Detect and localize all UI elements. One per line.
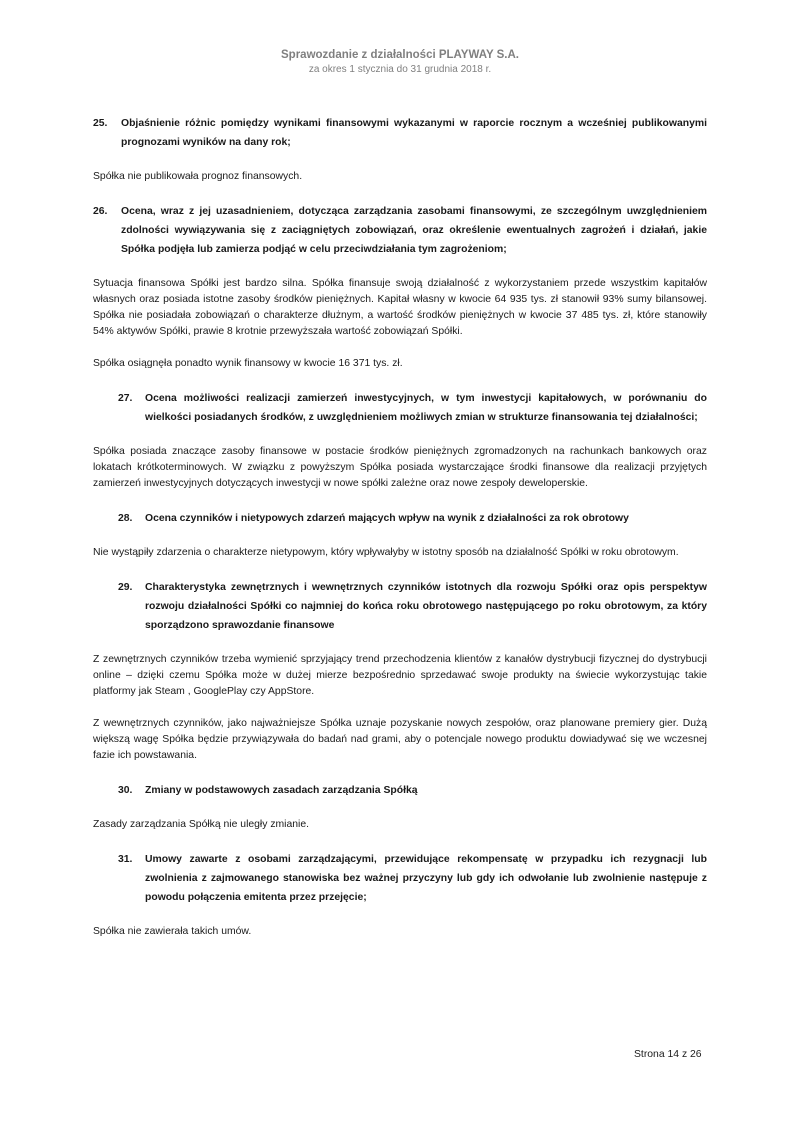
section-number: 26.	[93, 206, 108, 217]
section-28-heading	[93, 509, 707, 528]
section-28-paragraph-1: Nie wystąpiły zdarzenia o charakterze nietypowym, który wpływałyby w istotny sposób na działalność Spółki w roku obrotowym.	[93, 547, 679, 558]
report-period: za okres 1 stycznia do 31 grudnia 2018 r.	[308, 64, 492, 75]
section-number: 29.	[118, 582, 133, 593]
section-26-paragraph-1: Sytuacja finansowa Spółki jest bardzo silna. Spółka finansuje swoją działalność z wykorzystaniem przede wszystkim kapitałów własnych oraz posiada istotne zasoby środków pieniężnych. Kapitał własny w kwocie 64 935 tys. zł stanowił 93% sumy bilansowej. Spółka nie posiadała zobowiązań o charakterze dłużnym, a wartość środków pieniężnych w kwocie 37 485 tys. zł, które stanowiły 54% aktywów Spółki, prawie 8 krotnie przewyższała wartość zobowiązań Spółki.	[93, 278, 707, 337]
section-29-paragraph-1: Z zewnętrznych czynników trzeba wymienić sprzyjający trend przechodzenia klientów z kanałów dystrybucji fizycznej do dystrybucji online – dzięki czemu Spółka może w dużej mierze bezpośrednio sprzedawać swoje produkty na świecie wykorzystując takie platformy jak Steam , GooglePlay czy AppStore.	[93, 654, 707, 697]
section-25-heading	[93, 114, 707, 152]
section-number: 28.	[118, 513, 133, 524]
section-31-heading	[93, 850, 707, 907]
report-title: Sprawozdanie z działalności PLAYWAY S.A.	[281, 49, 519, 61]
document-body	[93, 114, 707, 940]
section-29-paragraph-2: Z wewnętrznych czynników, jako najważniejsze Spółka uznaje pozyskanie nowych zespołów, oraz planowane premiery gier. Dużą większą wagę Spółka będzie przywiązywała do badań nad grami, aby o potencjale nowego produktu dowiadywać się we wczesnej fazie ich powstawania.	[93, 718, 707, 761]
section-27-paragraph-1: Spółka posiada znaczące zasoby finansowe w postacie środków pieniężnych zgromadzonych na rachunkach bankowych oraz lokatach krótkoterminowych. W związku z powyższym Spółka posiada wystarczające środki finansowe dla realizacji przyjętych zamierzeń inwestycyjnych dotyczących inwestycji w nowe spółki zależne oraz nowe zespoły deweloperskie.	[93, 446, 707, 489]
section-27-heading	[93, 389, 707, 427]
section-26-heading	[93, 202, 707, 259]
page-header	[0, 47, 800, 77]
section-number: 25.	[93, 118, 108, 129]
section-title: Ocena czynników i nietypowych zdarzeń mających wpływ na wynik z działalności za rok obrotowy	[145, 513, 629, 524]
section-title: Charakterystyka zewnętrznych i wewnętrznych czynników istotnych dla rozwoju Spółki oraz opis perspektyw rozwoju działalności Spółki co najmniej do końca roku obrotowego następującego po roku obrotowym, za który sporządzono sprawozdanie finansowe	[145, 582, 707, 631]
section-title: Ocena, wraz z jej uzasadnieniem, dotycząca zarządzania zasobami finansowymi, ze szczególnym uwzględnieniem zdolności wywiązywania się z zaciągniętych zobowiązań, oraz określenie ewentualnych zagrożeń i działań, jakie Spółka podjęła lub zamierza podjąć w celu przeciwdziałania tym zagrożeniom;	[121, 206, 707, 255]
section-25-paragraph-1: Spółka nie publikowała prognoz finansowych.	[93, 171, 303, 182]
section-31-paragraph-1: Spółka nie zawierała takich umów.	[93, 926, 252, 937]
section-title: Umowy zawarte z osobami zarządzającymi, przewidujące rekompensatę w przypadku ich rezygnacji lub zwolnienia z zajmowanego stanowiska bez ważnej przyczyny lub gdy ich odwołanie lub zwolnienie następuje z powodu połączenia emitenta przez przejęcie;	[145, 854, 707, 903]
section-30-heading	[93, 781, 707, 800]
page-number: Strona 14 z 26	[634, 1049, 702, 1060]
section-26-paragraph-2: Spółka osiągnęła ponadto wynik finansowy w kwocie 16 371 tys. zł.	[93, 358, 403, 369]
section-title: Objaśnienie różnic pomiędzy wynikami finansowymi wykazanymi w raporcie rocznym a wcześniej publikowanymi prognozami wyników na dany rok;	[121, 118, 707, 148]
section-title: Ocena możliwości realizacji zamierzeń inwestycyjnych, w tym inwestycji kapitałowych, w porównaniu do wielkości posiadanych środków, z uwzględnieniem możliwych zmian w strukturze finansowania tej działalności;	[145, 393, 707, 423]
section-30-paragraph-1: Zasady zarządzania Spółką nie uległy zmianie.	[93, 819, 310, 830]
section-number: 27.	[118, 393, 133, 404]
section-number: 30.	[118, 785, 133, 796]
section-title: Zmiany w podstawowych zasadach zarządzania Spółką	[145, 785, 418, 796]
section-number: 31.	[118, 854, 133, 865]
section-29-heading	[93, 578, 707, 635]
